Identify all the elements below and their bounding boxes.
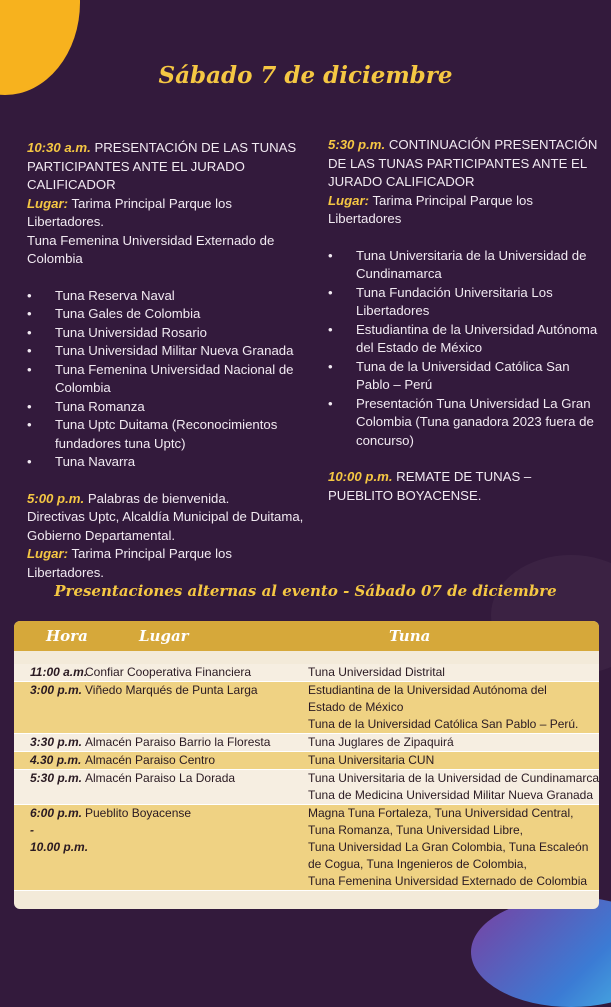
lugar-value: Tarima Principal Parque los Libertadores [328,192,533,226]
row-time-line: 10.00 p.m. [30,840,89,854]
list-item: • Tuna de la Universidad Católica San Pablo – Perú [328,358,598,395]
row-place: Viñedo Marqués de Punta Larga [85,683,258,697]
tuna-list-left [27,287,312,472]
event-time: 10:30 a.m. [27,140,91,155]
lugar-label: Lugar: [27,195,69,211]
row-place: Almacén Paraiso Centro [85,753,216,767]
row-tuna-line: Tuna Universitaria de la Universidad de Cundinamarca [308,771,599,785]
event-extra: Directivas Uptc, Alcaldía Municipal de Duitama, Gobierno Departamental. [27,509,304,543]
lugar-value: Tarima Principal Parque los Libertadores. [27,546,232,580]
row-time-line: 5:30 p.m. [30,771,83,785]
row-time-line: 3:00 p.m. [30,683,83,697]
schedule-block-1030 [27,139,312,269]
table-row [14,752,599,770]
row-tuna-line: Tuna Romanza, Tuna Universidad Libre, [308,823,524,837]
corner-decoration-bottom-right [471,897,611,1007]
row-time-line: 11:00 a.m. [30,665,88,679]
lugar-value: Tarima Principal Parque los Libertadores. [27,195,232,229]
schedule-block-500 [27,490,312,583]
list-item: • Tuna Reserva Naval [27,287,312,306]
row-place: Pueblito Boyacense [85,806,192,820]
table-row [14,734,599,752]
row-tuna [308,770,599,804]
row-tuna-line: de Cogua, Tuna Ingenieros de Colombia, [308,857,527,871]
list-item: • Tuna Universidad Militar Nueva Granada [27,342,312,361]
row-time-line: 3:30 p.m. [30,735,83,749]
list-item: • Estudiantina de la Universidad Autónoma del Estado de México [328,321,598,358]
row-place: Confiar Cooperativa Financiera [85,665,252,679]
list-item: • Tuna Gales de Colombia [27,305,312,324]
right-column [328,136,598,505]
section-subtitle: Presentaciones alternas al evento - Sábado 07 de diciembre [54,582,557,600]
row-tuna [308,734,593,751]
event-description: CONTINUACIÓN PRESENTACIÓN DE LAS TUNAS PARTICIPANTES ANTE EL JURADO CALIFICADOR [328,137,598,189]
schedule-table [14,621,599,909]
row-tuna-line: Estudiantina de la Universidad Autónoma del [308,683,547,697]
event-time: 10:00 p.m. [328,469,393,484]
lugar-label: Lugar: [27,546,69,561]
header-hora: Hora [46,627,88,645]
table-row [14,770,599,805]
event-description: Palabras de bienvenida. [84,490,230,506]
list-item: • Tuna Fundación Universitaria Los Libertadores [328,284,598,321]
event-time: 5:30 p.m. [328,137,386,152]
page-title: Sábado 7 de diciembre [158,62,453,89]
event-time: 5:00 p.m. [27,490,85,506]
row-tuna-line: Tuna Femenina Universidad Externado de Colombia [308,874,588,888]
event-description: PRESENTACIÓN DE LAS TUNAS PARTICIPANTES ANTE EL JURADO CALIFICADOR [27,140,297,192]
list-item: • Tuna Universidad Rosario [27,324,312,343]
row-tuna-line: Tuna Universitaria CUN [308,753,435,767]
row-time-line: - [30,823,34,837]
event-extra: Tuna Femenina Universidad Externado de Colombia [27,232,275,266]
row-tuna-line: Tuna Universidad La Gran Colombia, Tuna Escaleón [308,840,589,854]
row-tuna [308,664,593,681]
row-tuna [308,752,593,769]
row-tuna-line: Tuna de la Universidad Católica San Pablo – Perú. [308,717,579,731]
row-place: Almacén Paraiso Barrio la Floresta [85,735,271,749]
list-item: • Tuna Romanza [27,398,312,417]
table-body [14,664,599,891]
row-time-line: 6:00 p.m. [30,806,83,820]
table-row [14,682,599,734]
row-tuna-line: Tuna Universidad Distrital [308,665,445,679]
list-item: • Presentación Tuna Universidad La Gran Colombia (Tuna ganadora 2023 fuera de concurso) [328,395,598,451]
event-description: REMATE DE TUNAS – PUEBLITO BOYACENSE. [328,469,532,503]
table-row [14,805,599,891]
row-tuna-line: Estado de México [308,700,404,714]
header-lugar: Lugar [139,627,189,645]
row-tuna [308,682,593,733]
schedule-block-1000 [328,468,598,505]
row-tuna-line: Tuna de Medicina Universidad Militar Nueva Granada [308,788,594,802]
row-time-line: 4.30 p.m. [30,753,82,767]
schedule-block-530 [328,136,598,229]
list-item: • Tuna Femenina Universidad Nacional de Colombia [27,361,312,398]
table-header [14,621,599,651]
row-tuna [308,805,593,890]
lugar-label: Lugar: [328,192,370,208]
header-tuna: Tuna [389,627,431,645]
row-place: Almacén Paraiso La Dorada [85,771,236,785]
list-item: • Tuna Navarra [27,453,312,472]
list-item: • Tuna Uptc Duitama (Reconocimientos fundadores tuna Uptc) [27,416,312,453]
table-row [14,664,599,682]
tuna-list-right [328,247,598,451]
row-tuna-line: Magna Tuna Fortaleza, Tuna Universidad Central, [308,806,574,820]
left-column [27,139,312,582]
list-item: • Tuna Universitaria de la Universidad de Cundinamarca [328,247,598,284]
row-tuna-line: Tuna Juglares de Zipaquirá [308,735,454,749]
